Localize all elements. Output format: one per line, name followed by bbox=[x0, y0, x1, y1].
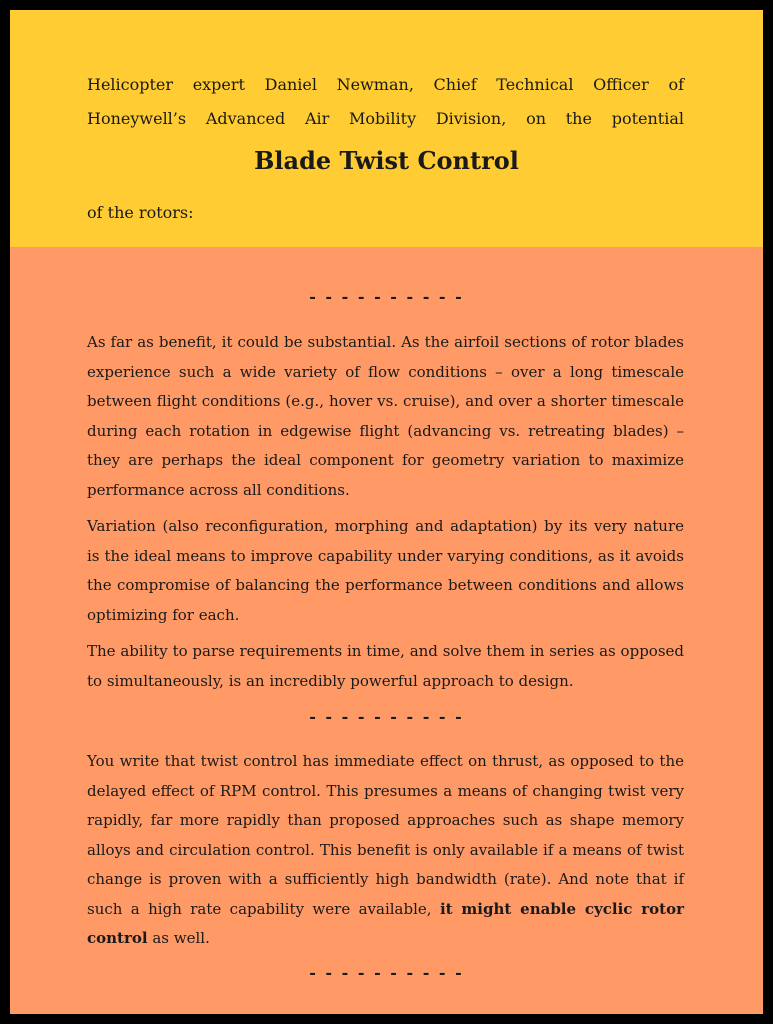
intro-text: Helicopter expert Daniel Newman, Chief Technical Officer of Honeywell’s Advanced Air Mobility Division, on the potential bbox=[87, 75, 684, 128]
header-box bbox=[10, 10, 763, 247]
paragraph-twist-control bbox=[87, 747, 684, 954]
document-page bbox=[10, 10, 763, 1014]
section-divider: - - - - - - - - - - bbox=[309, 707, 464, 726]
intro-continuation: of the rotors: bbox=[87, 203, 194, 222]
paragraph-parse-requirements: The ability to parse requirements in time, and solve them in series as opposed to simultaneously, is an incredibly powerful approach to design. bbox=[87, 642, 684, 690]
page-title: Blade Twist Control bbox=[254, 146, 519, 175]
section-divider: - - - - - - - - - - bbox=[309, 963, 464, 982]
paragraph-text-end: as well. bbox=[147, 929, 210, 947]
paragraph-text: You write that twist control has immediate effect on thrust, as opposed to the delayed effect of RPM control. This presumes a means of changing twist very rapidly, far more rapidly than proposed approaches such as shape memory alloys and circulation control. This benefit is only available if a means of twist change is proven with a sufficiently high bandwidth (rate). And note that if such a high rate capability were available, bbox=[87, 752, 684, 918]
emphasis-text: it might enable cyclic rotor control bbox=[87, 899, 684, 947]
section-divider: - - - - - - - - - - bbox=[309, 287, 464, 306]
paragraph-benefit: As far as benefit, it could be substantial. As the airfoil sections of rotor blades experience such a wide variety of flow conditions – over a long timescale between flight conditions (e.g., hover vs. cruise), and over a shorter timescale during each rotation in edgewise flight (advancing vs. retreating blades) – they are perhaps the ideal component for geometry variation to maximize performance across all conditions. bbox=[87, 333, 684, 499]
paragraph-variation: Variation (also reconfiguration, morphing and adaptation) by its very nature is the ideal means to improve capability under varying conditions, as it avoids the compromise of balancing the performance between conditions and allows optimizing for each. bbox=[87, 517, 684, 624]
